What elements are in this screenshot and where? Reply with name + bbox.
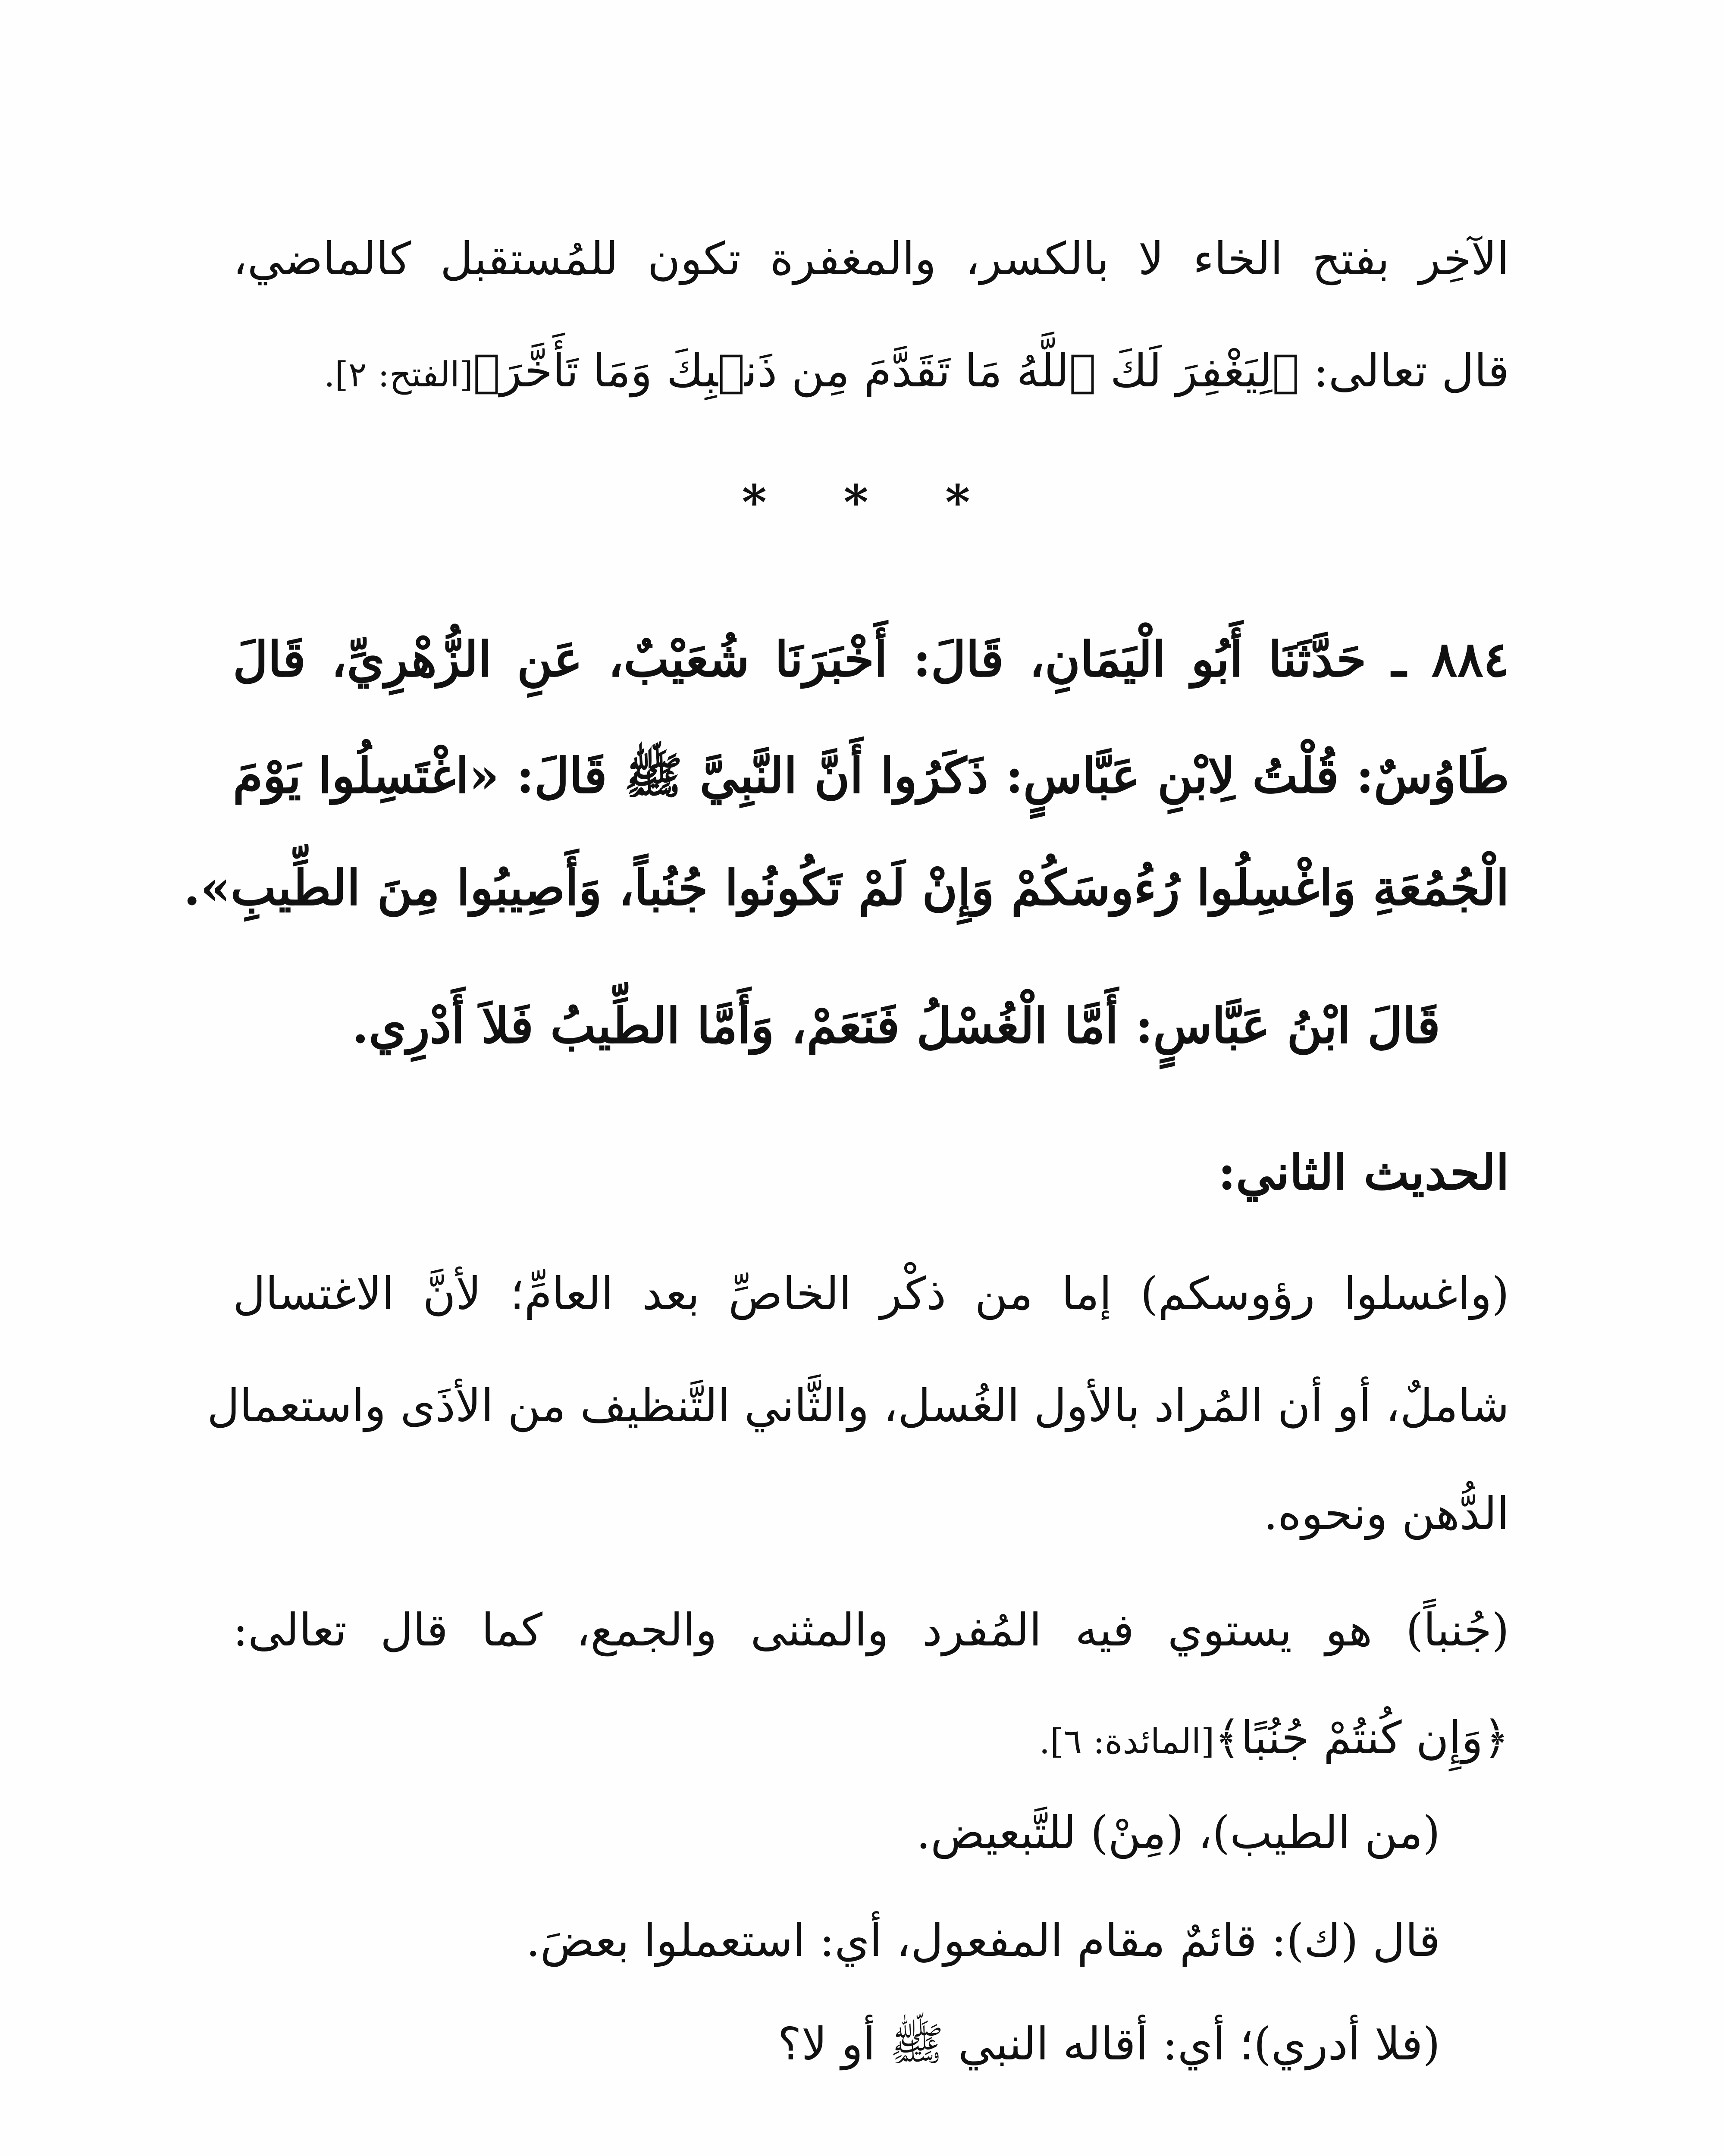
hadith-line: الْجُمُعَةِ وَاغْسِلُوا رُءُوسَكُمْ وَإِنْ لَمْ تَكُونُوا جُنُباً، وَأَصِيبُوا مِنَ الطِّيبِ». bbox=[183, 860, 1509, 916]
quran-verse: ﴿وَإِن كُنتُمْ جُنُبًا﴾ bbox=[1214, 1711, 1509, 1764]
paragraph-line: الآخِر بفتح الخاء لا بالكسر، والمغفرة تكون للمُستقبل كالماضي، bbox=[233, 232, 1509, 285]
quran-citation-line bbox=[233, 336, 1509, 409]
paragraph-line: شاملٌ، أو أن المُراد بالأول الغُسل، والثَّاني التَّنظيف من الأذَى واستعمال bbox=[207, 1379, 1509, 1432]
citation-intro: قال تعالى: bbox=[1299, 345, 1509, 397]
hadith-line: ٨٨٤ ـ حَدَّثَنَا أَبُو الْيَمَانِ، قَالَ: أَخْبَرَنَا شُعَيْبٌ، عَنِ الزُّهْرِيِّ، قَالَ bbox=[233, 631, 1509, 688]
paragraph-line: (واغسلوا رؤوسكم) إما من ذكْر الخاصِّ بعد العامِّ؛ لأنَّ الاغتسال bbox=[233, 1267, 1509, 1320]
quran-citation-line bbox=[233, 1703, 1509, 1776]
paragraph-line: (فلا أدري)؛ أي: أقاله النبي ﷺ أو لا؟ bbox=[777, 2018, 1440, 2070]
paragraph-line: قال (ك): قائمٌ مقام المفعول، أي: استعملوا بعضَ. bbox=[526, 1914, 1440, 1967]
section-separator: * * * bbox=[742, 474, 1000, 530]
verse-reference: [المائدة: ٦]. bbox=[1039, 1721, 1215, 1761]
quran-verse: ﴿لِيَغْفِرَ لَكَ ٱللَّهُ مَا تَقَدَّمَ مِن ذَنۢبِكَ وَمَا تَأَخَّرَ﴾ bbox=[473, 345, 1299, 397]
hadith-line: طَاوُسٌ: قُلْتُ لِابْنِ عَبَّاسٍ: ذَكَرُوا أَنَّ النَّبِيَّ ﷺ قَالَ: «اغْتَسِلُوا يَوْمَ bbox=[233, 748, 1509, 804]
hadith-line: قَالَ ابْنُ عَبَّاسٍ: أَمَّا الْغُسْلُ فَنَعَمْ، وَأَمَّا الطِّيبُ فَلاَ أَدْرِي. bbox=[352, 998, 1440, 1054]
paragraph-line: (من الطيب)، (مِنْ) للتَّبعيض. bbox=[916, 1806, 1440, 1859]
verse-reference: [الفتح: ٢]. bbox=[324, 354, 473, 395]
paragraph-line: (جُنباً) هو يستوي فيه المُفرد والمثنى والجمع، كما قال تعالى: bbox=[233, 1604, 1509, 1656]
section-heading: الحديث الثاني: bbox=[1218, 1144, 1509, 1201]
paragraph-line: الدُّهن ونحوه. bbox=[1263, 1487, 1509, 1540]
